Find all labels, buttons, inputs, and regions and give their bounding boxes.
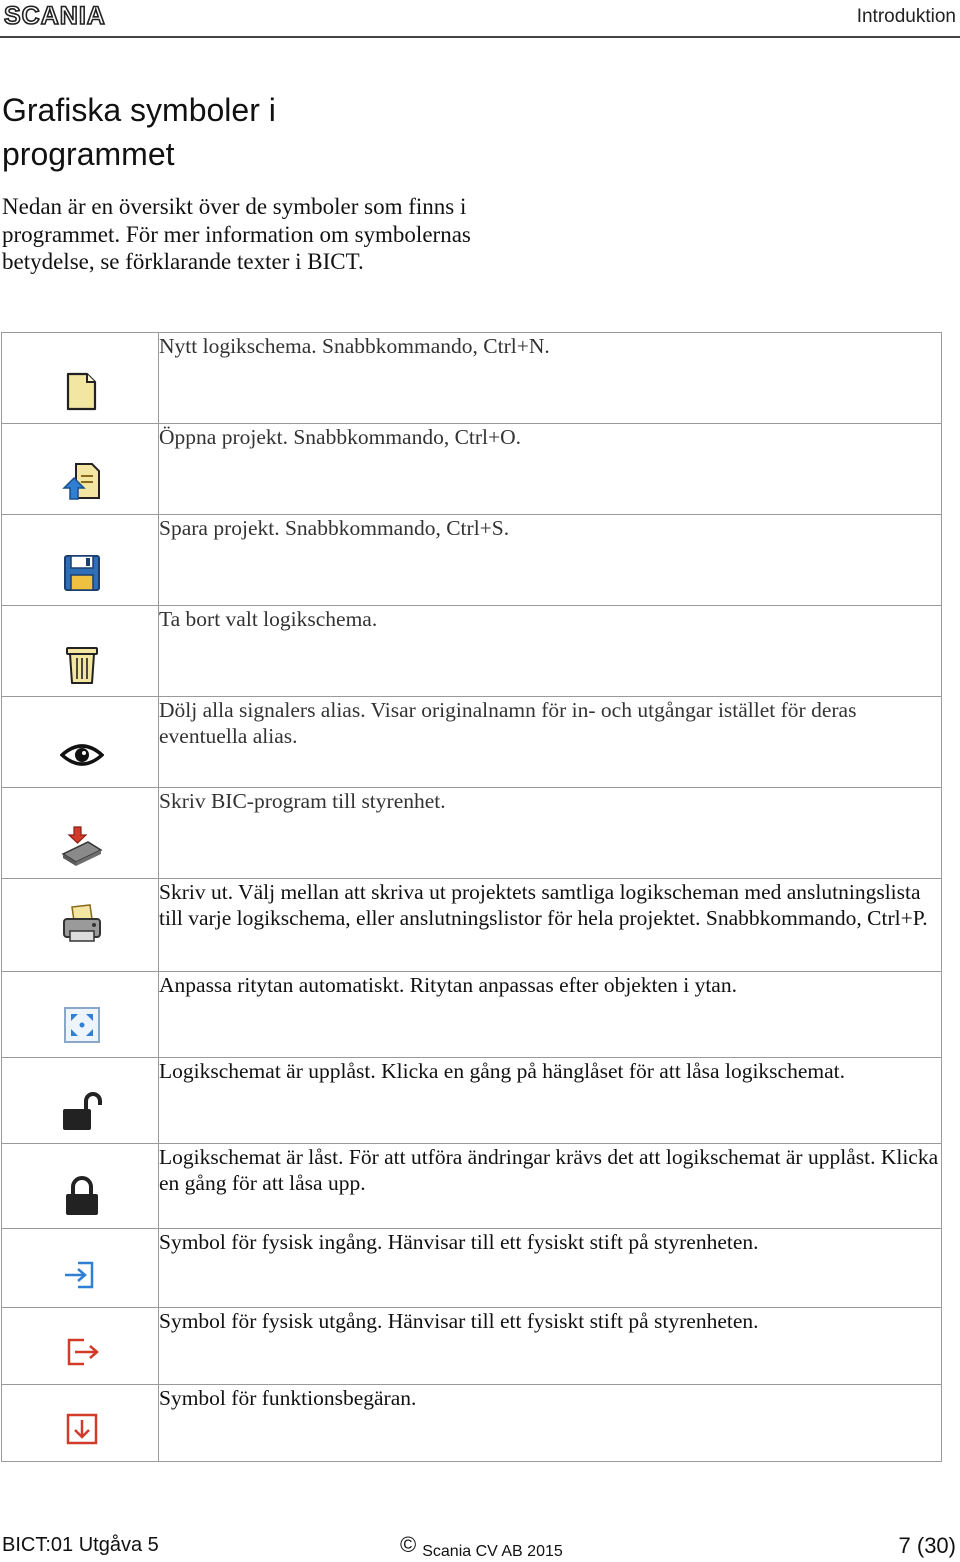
company-name: Scania CV AB 2015 — [422, 1543, 563, 1560]
symbol-description: Symbol för fysisk ingång. Hänvisar till ett fysiskt stift på styrenheten. — [159, 1229, 942, 1308]
write-chip-icon — [60, 824, 104, 868]
icon-cell — [2, 333, 159, 424]
header-rule — [0, 36, 960, 38]
physical-output-icon — [60, 1330, 104, 1374]
symbol-description: Symbol för funktionsbegäran. — [159, 1385, 942, 1462]
page-title: Grafiska symboler i programmet — [2, 92, 276, 172]
table-row — [2, 697, 942, 788]
section-name: Introduktion — [856, 6, 956, 27]
symbol-description: Dölj alla signalers alias. Visar originalnamn för in- och utgångar istället för deras eventuella alias. — [159, 697, 942, 788]
table-row — [2, 1308, 942, 1385]
icon-cell — [2, 1229, 159, 1308]
table-row — [2, 1385, 942, 1462]
symbol-description: Logikschemat är låst. För att utföra ändringar krävs det att logikschemat är upplåst. Klicka en gång för att låsa upp. — [159, 1144, 942, 1229]
symbol-description: Logikschemat är upplåst. Klicka en gång på hänglåset för att låsa logikschemat. — [159, 1058, 942, 1144]
copyright-symbol: © — [400, 1532, 417, 1557]
new-document-icon — [60, 369, 104, 413]
icon-cell — [2, 697, 159, 788]
page-footer — [0, 1528, 960, 1562]
icon-cell — [2, 515, 159, 606]
table-row — [2, 972, 942, 1058]
table-row — [2, 606, 942, 697]
fit-to-page-icon — [60, 1003, 104, 1047]
symbol-table — [1, 332, 942, 1462]
table-row — [2, 1144, 942, 1229]
icon-cell — [2, 1385, 159, 1462]
symbol-description: Öppna projekt. Snabbkommando, Ctrl+O. — [159, 424, 942, 515]
symbol-description: Spara projekt. Snabbkommando, Ctrl+S. — [159, 515, 942, 606]
table-row — [2, 1058, 942, 1144]
physical-input-icon — [60, 1253, 104, 1297]
page-number: 7 (30) — [898, 1533, 956, 1558]
table-row — [2, 879, 942, 972]
table-row — [2, 333, 942, 424]
icon-cell — [2, 606, 159, 697]
table-row — [2, 424, 942, 515]
symbol-description: Anpassa ritytan automatiskt. Ritytan anpassas efter objekten i ytan. — [159, 972, 942, 1058]
document-id: BICT:01 Utgåva 5 — [2, 1534, 159, 1556]
icon-cell — [2, 1058, 159, 1144]
scania-logo — [2, 2, 152, 28]
symbol-description: Skriv ut. Välj mellan att skriva ut projektets samtliga logikscheman med anslutningslista till varje logikschema, eller anslutningslistor för hela projektet. Snabbkommando, Ctrl+P. — [159, 879, 942, 972]
trash-can-icon — [60, 642, 104, 686]
page-header — [0, 0, 960, 40]
symbol-description: Ta bort valt logikschema. — [159, 606, 942, 697]
icon-cell — [2, 972, 159, 1058]
icon-cell — [2, 1308, 159, 1385]
open-project-icon — [60, 460, 104, 504]
table-row — [2, 788, 942, 879]
symbol-description: Nytt logikschema. Snabbkommando, Ctrl+N. — [159, 333, 942, 424]
locked-padlock-icon — [60, 1174, 104, 1218]
table-row — [2, 515, 942, 606]
svg-text:SCANIA: SCANIA — [4, 2, 106, 28]
eye-icon — [60, 733, 104, 777]
symbol-description: Symbol för fysisk utgång. Hänvisar till ett fysiskt stift på styrenheten. — [159, 1308, 942, 1385]
printer-icon — [60, 901, 104, 945]
unlocked-padlock-icon — [60, 1089, 104, 1133]
icon-cell — [2, 788, 159, 879]
save-disk-icon — [60, 551, 104, 595]
copyright — [400, 1532, 563, 1561]
icon-cell — [2, 424, 159, 515]
icon-cell — [2, 1144, 159, 1229]
function-request-icon — [60, 1407, 104, 1451]
icon-cell — [2, 879, 159, 972]
symbol-description: Skriv BIC-program till styrenhet. — [159, 788, 942, 879]
table-row — [2, 1229, 942, 1308]
intro-paragraph: Nedan är en översikt över de symboler som finns i programmet. För mer information om symbolernas betydelse, se förklarande texter i BICT. — [2, 194, 471, 274]
